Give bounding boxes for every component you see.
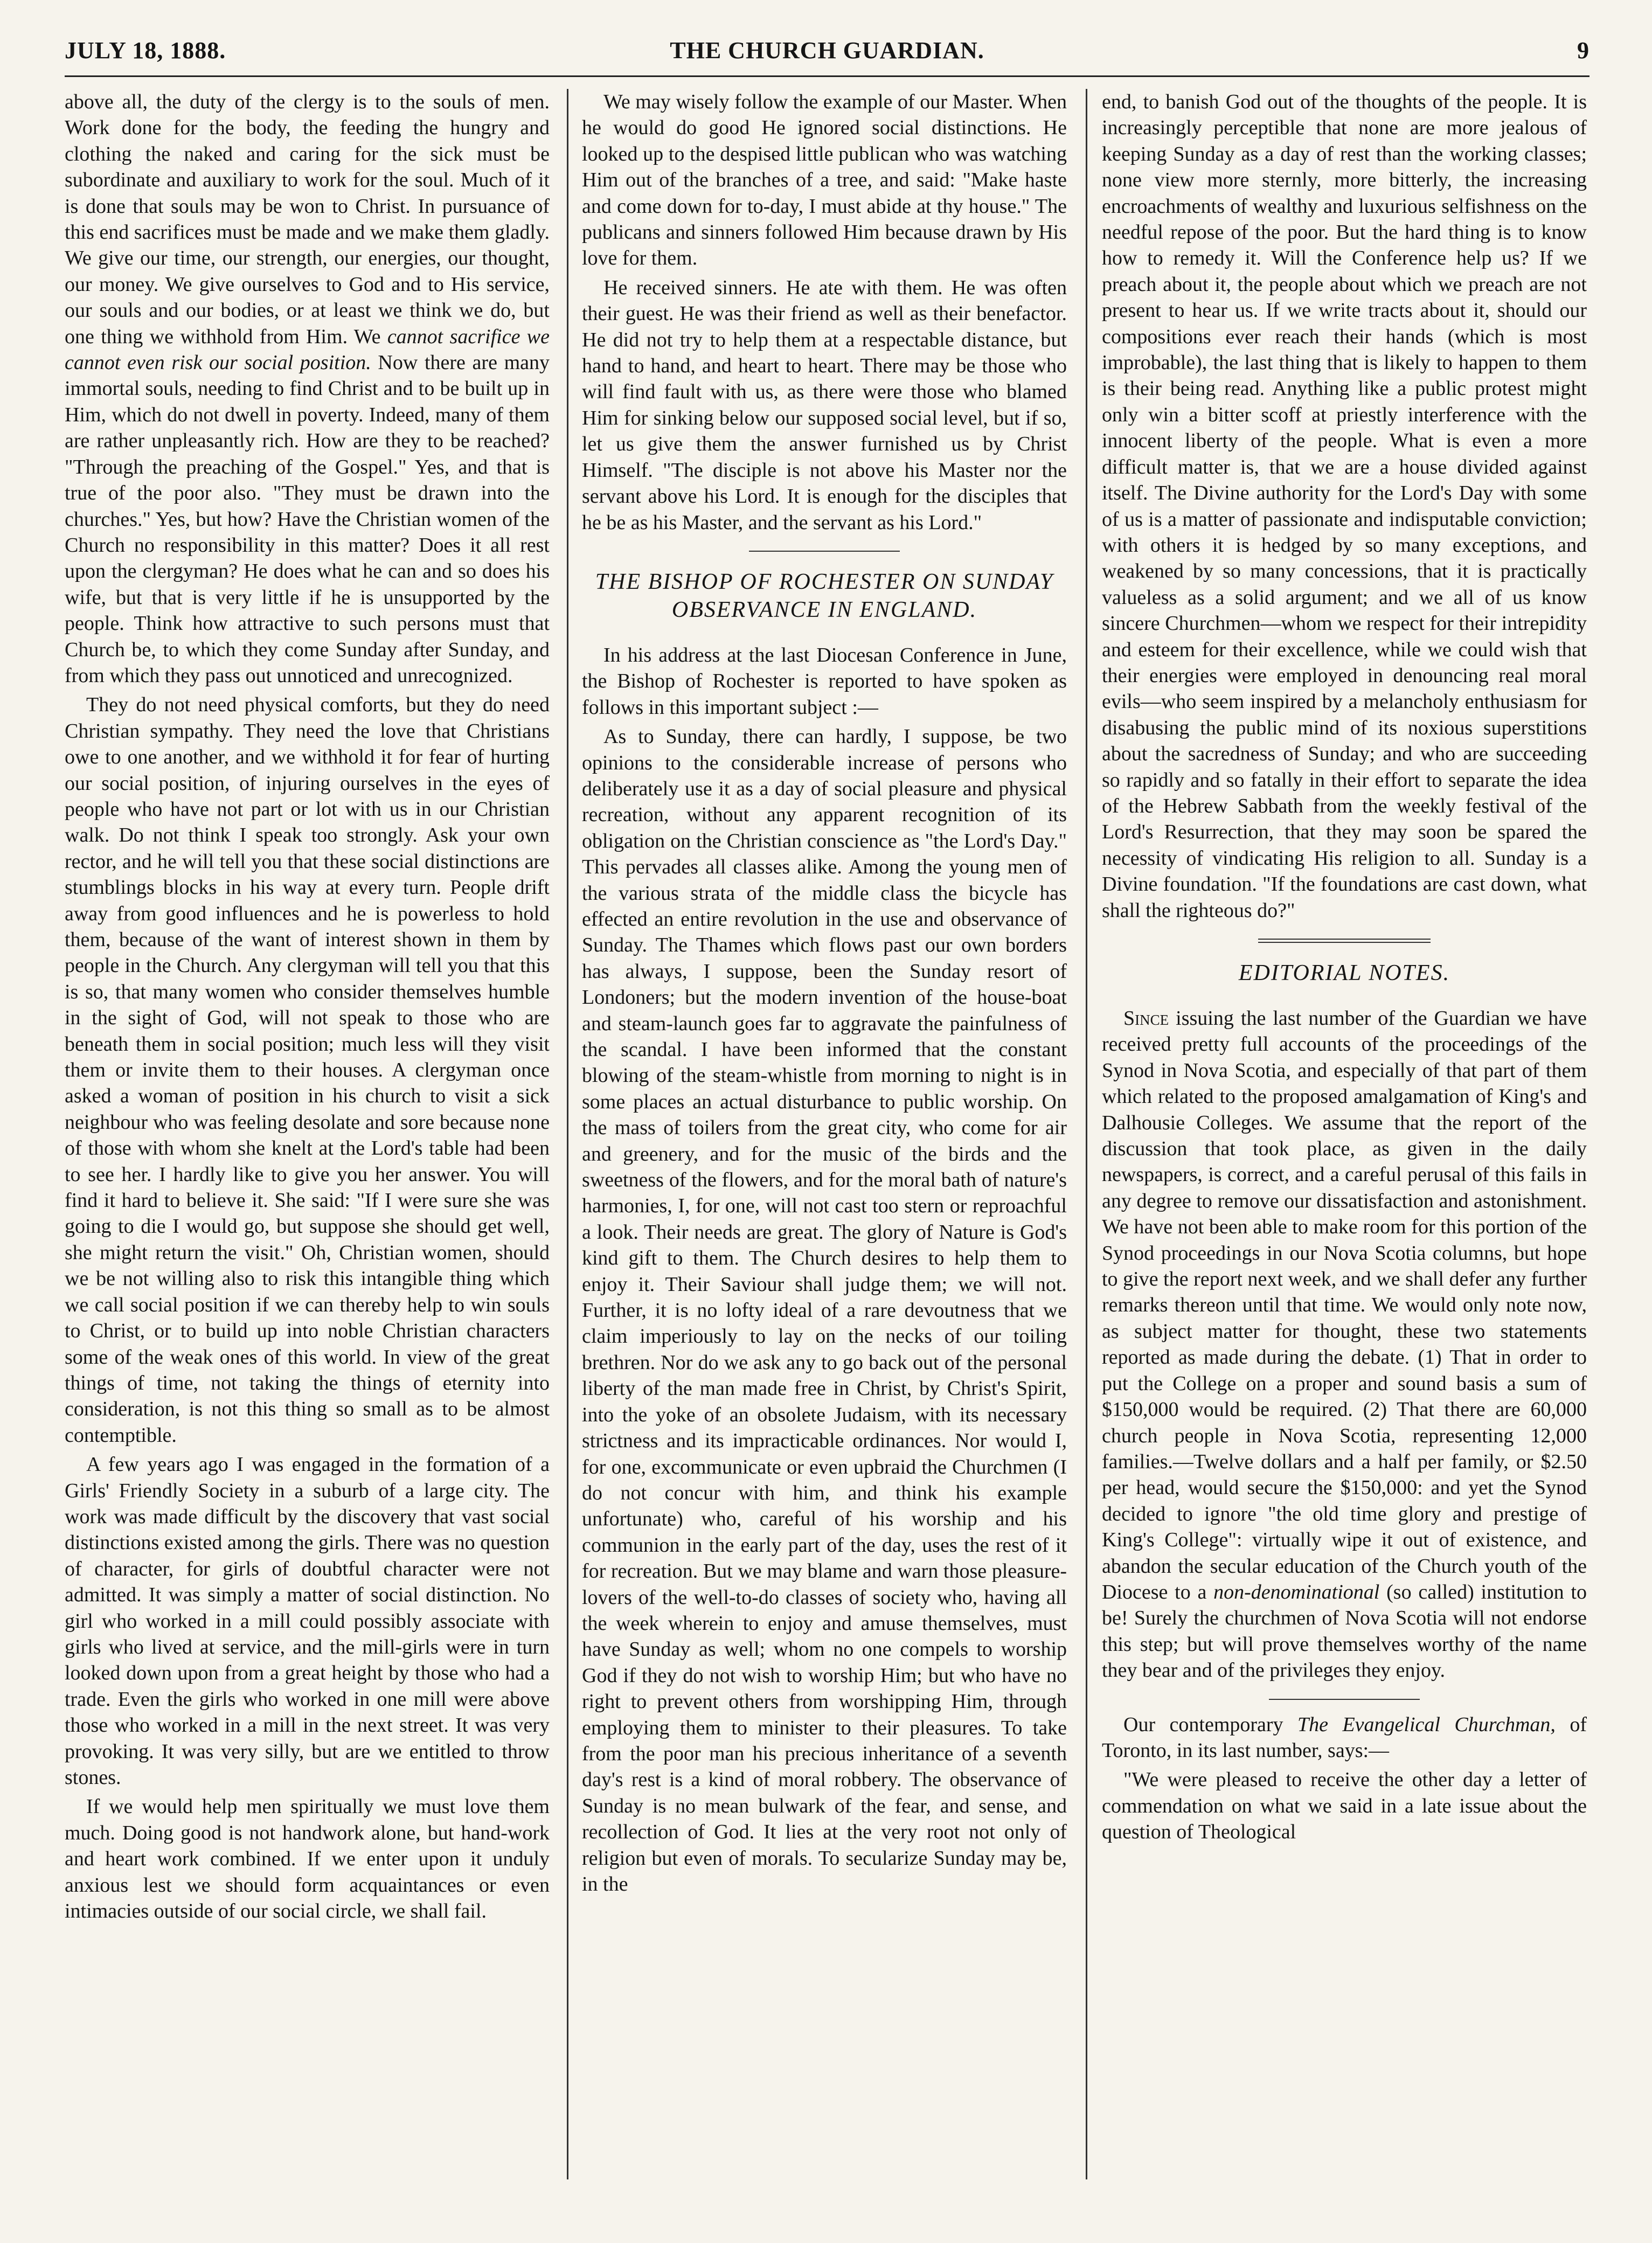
issue-date: JULY 18, 1888. [65,37,226,64]
column-1 [65,89,550,2190]
column-2 [582,89,1067,2190]
column-3 [1102,89,1587,2190]
col1-paragraph-3: A few years ago I was engaged in the formation of a Girls' Friendly Society in a suburb of a large city. The work was made difficult by the discovery that vast social distinctions existed among the girls. There was no question of character, for girls of doubtful character were not admitted. It was simply a matter of social distinction. No girl who worked in a mill could possibly associate with girls who lived at service, and the mill-girls were in turn looked down upon from a great height by those who had a trade. Even the girls who worked in one mill were above those who worked in a mill in the next street. It was very provoking. It was very silly, but are we entitled to throw stones. [65,1453,550,1789]
editorial-paragraph-1 [1102,1005,1587,1684]
editorial-p1-emphasis: non-denominational [1213,1580,1380,1603]
section-separator [1258,939,1431,943]
col2-paragraph-1: We may wisely follow the example of our Master. When he would do good He ignored social distinctions. He looked up to the despised little publican who was watching Him out of the branches of a tree, and said: "Make haste and come down for to-day, I must abide at thy house." The publicans and sinners followed Him because drawn by His love for them. [582,91,1067,270]
col3-paragraph-1: end, to banish God out of the thoughts of the people. It is increasingly perceptible that none are more jealous of keeping Sunday as a day of rest than the working classes; none view more sternly, more bitterly, the increasing encroachments of wealthy and luxurious selfishness on the needful repose of the poor. But the hard thing is to know how to remedy it. Will the Conference help us? If we preach about it, the people about which we preach are not present to hear us. If we write tracts about it, should our compositions ever reach their hands (which is most improbable), the last thing that is likely to happen to them is their being read. Anything like a public protest might only win a bitter scoff at priestly interference with the innocent liberty of the people. What is even a more difficult matter is, that we are a house divided against itself. The Divine authority for the Lord's Day with some of us is a matter of passionate and indisputable conviction; with others it is hedged by so many exceptions, and weakened by so many concessions, that it is practically valueless as a solid argument; and we all of us know sincere Churchmen—whom we respect for their intrepidity and esteem for their excellence, while we could wish that their energies were employed in denouncing real moral evils—who seem inspired by a melancholy enthusiasm for disabusing the public mind of its noxious superstitions about the sacredness of Sunday; and who are succeeding so rapidly and so fatally in their effort to separate the idea of the Hebrew Sabbath from the weekly festival of the Lord's Resurrection, that they may soon be spared the necessity of vindicating His religion to all. Sunday is a Divine foundation. "If the foundations are cast down, what shall the righteous do?" [1102,91,1587,922]
col1-p1-text: above all, the duty of the clergy is to the souls of men. Work done for the body, the feeding the hungry and clothing the naked and caring for the sick must be subordinate and auxiliary to work for the soul. Much of it is done that souls may be won to Christ. In pursuance of this end sacrifices must be made and we make them gladly. We give our time, our strength, our energies, our thought, our money. We give ourselves to God and to His service, our souls and our bodies, or at least we think we do, but one thing we withhold from Him. We [65,91,550,348]
col1-paragraph-4: If we would help men spiritually we must love them much. Doing good is not handwork alone, but hand-work and heart work combined. If we enter upon it unduly anxious lest we should form acquaintances or even intimacies outside of our social circle, we shall fail. [65,1795,550,1923]
newspaper-title: THE CHURCH GUARDIAN. [670,37,984,64]
editorial-p2-text: Our contemporary [1123,1713,1298,1736]
col1-p1-tail: Now there are many immortal souls, needing to find Christ and to be built up in Him, which do not dwell in poverty. Indeed, many of them are rather unpleasantly rich. How are they to be reached? "Through the preaching of the Gospel." Yes, and that is true of the poor also. "They must be drawn into the churches." Yes, but how? Have the Christian women of the Church no responsibility in this matter? Does it all rest upon the clergyman? He does what he can and so does his wife, but that is very little if he is unsupported by the people. Think how attractive to such persons must that Church be, to which they come Sunday after Sunday, and from which they pass out unnoticed and unrecognized. [65,351,550,687]
editorial-p1-text: issuing the last number of the Guardian we have received pretty full accounts of the proceedings of the Synod in Nova Scotia, and especially of that part of them which related to the proposed amalgamation of King's and Dalhousie Colleges. We assume that the report of the discussion that took place, as given in the daily newspapers, is correct, and a careful perusal of this fails in any degree to remove our dissatisfaction and astonishment. We have not been able to make room for this portion of the Synod proceedings in our Nova Scotia columns, but hope to give the report next week, and we shall defer any further remarks thereon until that time. We would only note now, as subject matter for thought, these two statements reported as made during the debate. (1) That in order to put the College on a proper and sound basis a sum of $150,000 would be required. (2) That there are 60,000 church people in Nova Scotia, representing 12,000 families.—Twelve dollars and a half per family, or $2.50 per head, would secure the $150,000: and yet the Synod decided to ignore "the old time glory and prestige of King's College": virtually wipe it out of existence, and abandon the secular education of the Church youth of the Diocese to a [1102,1007,1587,1603]
masthead [65,32,1589,77]
col1-paragraph-1 [65,89,550,689]
editorial-paragraph-2 [1102,1712,1587,1764]
article-heading-bishop-rochester: THE BISHOP OF ROCHESTER ON SUNDAY OBSERVANCE IN ENGLAND. [595,569,1054,622]
col2-paragraph-2: He received sinners. He ate with them. He was often their guest. He was their friend as well as their benefactor. He did not try to help them at a respectable distance, but hand to hand, and heart to heart. There may be those who will find fault with us, as there were those who blamed Him for sinking below our supposed social level, but if so, let us give them the answer furnished us by Christ Himself. "The disciple is not above his Master nor the servant above his Lord. It is enough for the disciples that he be as his Master, and the servant as his Lord." [582,276,1067,534]
col1-paragraph-2: They do not need physical comforts, but they do need Christian sympathy. They need the love that Christians owe to one another, and we withhold it for fear of hurting our social position, of injuring ourselves in the eyes of people who have not part or lot with us in our Christian walk. Do not think I speak too strongly. Ask your own rector, and he will tell you that these social distinctions are stumblings blocks in his way at every turn. People drift away from good influences and he is powerless to hold them, because of the want of interest shown in them by people in the Church. Any clergyman will tell you that this is so, that many women who consider themselves humble in the sight of God, will not speak to those who are beneath them in social position; much less will they visit them or invite them to their houses. A clergyman once asked a woman of position in his church to visit a sick neighbour who was feeling desolate and sore because none of those with whom she knelt at the Lord's table had been to see her. I hardly like to give you her answer. You will find it hard to believe it. She said: "If I were sure she was going to die I would go, but suppose she should get well, she might return the visit." Oh, Christian women, should we be not willing also to risk this intangible thing which we call social position if we can thereby help to win souls to Christ, or to build up into noble Christian characters some of the weak ones of this world. In view of the great things of time, not taking the things of eternity into consideration, is not this thing so small as to be almost contemptible. [65,693,550,1447]
publication-name: The Evangelical Churchman, [1297,1713,1556,1736]
column-rule-1 [567,89,568,2179]
col2-intro: In his address at the last Diocesan Conference in June, the Bishop of Rochester is reported to have spoken as follows in this important subject :— [582,643,1067,719]
col1-p1-emphasis: cannot sacrifice we cannot even risk our social position. [65,325,550,374]
editorial-p1-tail: (so called) institution to be! Surely the churchmen of Nova Scotia will not endorse this step; but will prove themselves worthy of the name they bear and of the privileges they enjoy. [1102,1580,1587,1682]
editorial-notes-heading: EDITORIAL NOTES. [1238,961,1450,985]
section-separator [749,551,900,552]
page-number: 9 [1577,37,1589,64]
editorial-lead-word: Since [1123,1007,1169,1030]
editorial-p2-tail: of Toronto, in its last number, says:— [1102,1713,1587,1762]
column-rule-2 [1086,89,1087,2179]
section-separator [1269,1699,1420,1700]
editorial-paragraph-3: "We were pleased to receive the other day a letter of commendation on what we said in a late issue about the question of Theological [1102,1768,1587,1844]
col2-paragraph-3: As to Sunday, there can hardly, I suppose, be two opinions to the considerable increase of persons who deliberately use it as a day of social pleasure and physical recreation, without any apparent recognition of its obligation on the Christian conscience as "the Lord's Day." This pervades all classes alike. Among the young men of the various strata of the middle class the bicycle has effected an entire revolution in the use and observance of Sunday. The Thames which flows past our own borders has always, I suppose, been the Sunday resort of Londoners; but the modern invention of the house-boat and steam-launch goes far to aggravate the painfulness of the scandal. I have been informed that the constant blowing of the steam-whistle from morning to night is in some places an actual disturbance to public worship. On the mass of toilers from the great city, who come for air and greenery, and for the music of the birds and the sweetness of the flowers, and for the moral bath of nature's harmonies, I, for one, will not cast too stern or reproachful a look. Their needs are great. The glory of Nature is God's kind gift to them. The Church desires to help them to enjoy it. Their Saviour shall judge them; we will not. Further, it is no lofty ideal of a rare devoutness that we claim imperiously to lay on the necks of our toiling brethren. Nor do we ask any to go back out of the personal liberty of the man made free in Christ, by Christ's Spirit, into the yoke of an obsolete Judaism, with its necessary strictness and its impracticable ordinances. Nor would I, for one, excommunicate or even upbraid the Churchmen (I do not concur with him, and think his example unfortunate) who, careful of his worship and his communion in the early part of the day, uses the rest of it for recreation. But we may blame and warn those pleasure-lovers of the well-to-do classes of society who, having all the week wherein to enjoy and amuse themselves, must have Sunday as well; whom no one compels to worship God if they do not wish to worship Him; but who have no right to prevent others from worshipping Him, through employing them to minister to their pleasures. To take from the poor man his precious inheritance of a seventh day's rest is a kind of moral robbery. The observance of Sunday is no mean bulwark of the fear, and sense, and recollection of God. It lies at the very root not only of religion but even of morals. To secularize Sunday may be, in the [582,725,1067,1895]
